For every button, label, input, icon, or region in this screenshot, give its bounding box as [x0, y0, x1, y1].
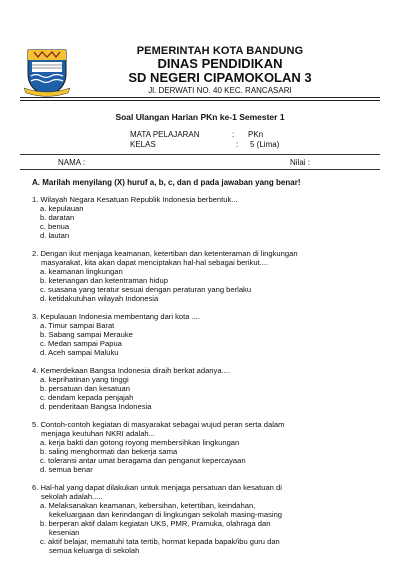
- option-d: d. Aceh sampai Maluku: [40, 348, 119, 357]
- government-name: PEMERINTAH KOTA BANDUNG: [136, 45, 304, 57]
- class-label: KELAS: [130, 140, 156, 149]
- name-box-bottom-rule: [20, 169, 380, 170]
- option-text: c. aktif belajar, mematuhi tata tertib, hormat kepada bapak/ibu guru dan: [40, 537, 280, 546]
- option-c: c. toleransi antar umat beragama dan penganut kepercayaan: [40, 456, 246, 465]
- question-list: [32, 195, 382, 564]
- letterhead-rule-thick: [20, 97, 380, 98]
- option-c: c. benua: [40, 222, 70, 231]
- question-5: [32, 420, 382, 474]
- question-stem: 1. Wilayah Negara Kesatuan Republik Indonesia berbentuk...: [32, 195, 238, 204]
- option-a: a. kepulauan: [40, 204, 84, 213]
- question-6: [32, 483, 382, 555]
- question-4: [32, 366, 382, 411]
- question-stem: 6. Hal-hal yang dapat dilakukan untuk menjaga persatuan dan kesatuan di: [32, 483, 282, 492]
- option-a: a. Timur sampai Barat: [40, 321, 115, 330]
- name-field-label: NAMA :: [58, 158, 86, 167]
- subject-value: PKn: [248, 130, 264, 139]
- school-name: SD NEGERI CIPAMOKOLAN 3: [128, 70, 312, 85]
- bandung-city-seal-icon: [22, 44, 72, 98]
- name-box-top-rule: [20, 154, 380, 155]
- question-2: [32, 249, 382, 303]
- question-stem-continued: menjaga keutuhan NKRI adalah...: [41, 429, 155, 438]
- test-title: Soal Ulangan Harian PKn ke-1 Semester 1: [115, 112, 285, 122]
- letterhead-rule-thin: [20, 100, 380, 101]
- department-name: DINAS PENDIDIKAN: [157, 56, 283, 71]
- subject-label: MATA PELAJARAN: [130, 130, 200, 139]
- option-text-continued: kesenian: [49, 528, 80, 537]
- option-b: b. saling menghormati dan bekerja sama: [40, 447, 178, 456]
- question-stem-continued: sekolah adalah.....: [41, 492, 103, 501]
- class-value: 5 (Lima): [250, 140, 280, 149]
- option-c: c. dendam kepada penjajah: [40, 393, 134, 402]
- option-d: d. ketidakutuhan wilayah Indonesia: [40, 294, 159, 303]
- question-stem: 5. Contoh-contoh kegiatan di masyarakat sebagai wujud peran serta dalam: [32, 420, 285, 429]
- option-b: b. Sabang sampai Merauke: [40, 330, 133, 339]
- option-a: a. kerja bakti dan gotong royong membersihkan lingkungan: [40, 438, 240, 447]
- option-c: [32, 537, 382, 555]
- question-1: [32, 195, 382, 240]
- question-stem-continued: masyarakat, kita akan dapat menciptakan hal-hal sebagai berikut....: [41, 258, 269, 267]
- subject-colon: :: [232, 130, 235, 139]
- class-colon: :: [236, 140, 239, 149]
- option-b: b. persatuan dan kesatuan: [40, 384, 130, 393]
- option-text: b. berperan aktif dalam kegiatan UKS, PMR, Pramuka, olahraga dan: [40, 519, 271, 528]
- option-text: a. Melaksanakan keamanan, kebersihan, ketertiban, keindahan,: [40, 501, 256, 510]
- option-d: d. lautan: [40, 231, 70, 240]
- score-field-label: Nilai :: [290, 158, 311, 167]
- option-d: d. semua benar: [40, 465, 93, 474]
- question-3: [32, 312, 382, 357]
- option-a: [32, 501, 382, 519]
- section-instruction: A. Marilah menyilang (X) huruf a, b, c, dan d pada jawaban yang benar!: [32, 178, 301, 187]
- option-c: c. Medan sampai Papua: [40, 339, 122, 348]
- option-text-continued: semua keluarga di sekolah: [49, 546, 140, 555]
- option-a: a. keprihatinan yang tinggi: [40, 375, 129, 384]
- option-b: [32, 519, 382, 537]
- option-c: c. suasana yang teratur sesuai dengan peraturan yang berlaku: [40, 285, 252, 294]
- option-b: b. daratan: [40, 213, 75, 222]
- question-stem: 4. Kemerdekaan Bangsa Indonesia diraih berkat adanya....: [32, 366, 230, 375]
- letterhead: [80, 45, 360, 96]
- option-b: b. ketenangan dan ketentraman hidup: [40, 276, 168, 285]
- option-d: d. penderitaan Bangsa Indonesia: [40, 402, 152, 411]
- school-address: Jl. DERWATI NO. 40 KEC. RANCASARI: [148, 86, 292, 95]
- option-text-continued: kekeluargaan dan kerindangan di lingkungan sekolah masing-masing: [49, 510, 283, 519]
- option-a: a. keamanan lingkungan: [40, 267, 123, 276]
- question-stem: 3. Kepulauan Indonesia membentang dari kota ....: [32, 312, 201, 321]
- question-stem: 2. Dengan ikut menjaga keamanan, ketertiban dan ketenteraman di lingkungan: [32, 249, 298, 258]
